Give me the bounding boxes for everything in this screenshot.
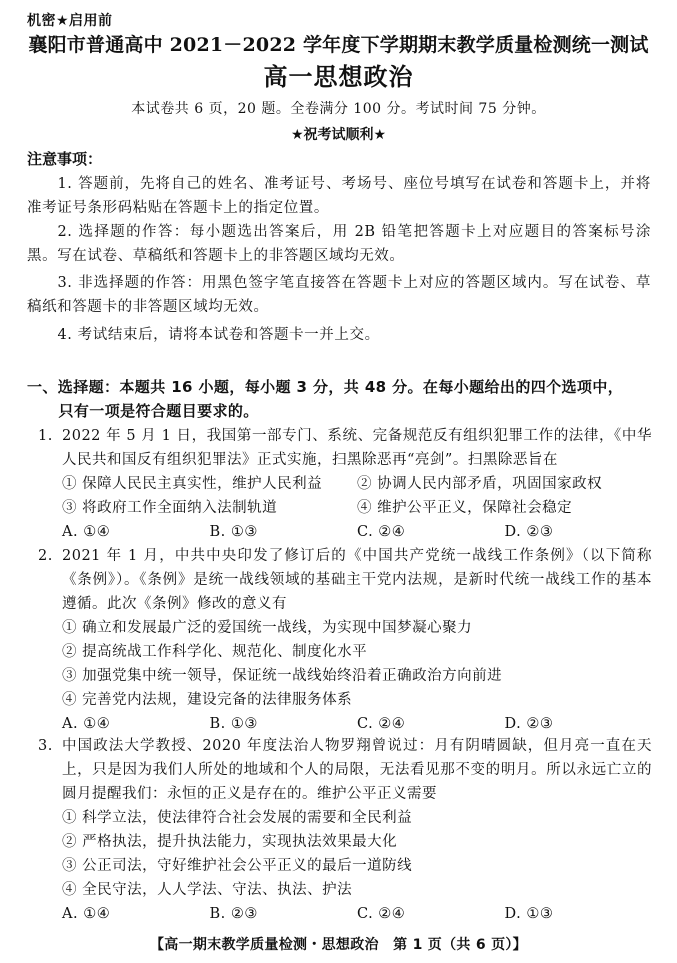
option-3: ③ 加强党集中统一领导，保证统一战线始终沿着正确政治方向前进 <box>62 668 503 684</box>
question-stem <box>38 424 652 472</box>
answer-choices <box>38 902 652 926</box>
option-1: ① 保障人民民主真实性，维护人民利益 <box>62 476 323 492</box>
answer-a: A. ①④ <box>62 906 111 922</box>
answer-c: C. ②④ <box>357 906 406 922</box>
exam-title: 襄阳市普通高中 2021－2022 学年度下学期期末教学质量检测统一测试 <box>28 34 649 56</box>
section-heading-line-1: 一、选择题：本题共 16 小题，每小题 3 分，共 48 分。在每小题给出的四个选项中， <box>27 378 624 396</box>
exam-info: 本试卷共 6 页，20 题。全卷满分 100 分。考试时间 75 分钟。 <box>131 101 546 117</box>
answer-b: B. ①③ <box>209 716 258 732</box>
answer-b: B. ②③ <box>209 906 258 922</box>
question-stem <box>38 734 652 806</box>
answer-b: B. ①③ <box>209 524 258 540</box>
page-footer: 【高一期末教学质量检测・思想政治 第 1 页（共 6 页）】 <box>150 937 527 953</box>
option-4: ④ 全民守法，人人学法、守法、执法、护法 <box>62 882 353 898</box>
option-row <box>38 472 652 496</box>
notice-item-2: 2. 选择题的作答：每小题选出答案后，用 2B 铅笔把答题卡上对应题目的答案标号涂黑。写在试卷、草稿纸和答题卡上的非答题区域均无效。 <box>27 224 651 264</box>
answer-c: C. ②④ <box>357 524 406 540</box>
option-3: ③ 将政府工作全面纳入法制轨道 <box>62 500 278 516</box>
notice-heading: 注意事项： <box>27 150 103 168</box>
question-number: 3. <box>38 738 53 754</box>
option-3: ③ 公正司法，守好维护社会公平正义的最后一道防线 <box>62 858 413 874</box>
notice-item-3: 3. 非选择题的作答：用黑色签字笔直接答在答题卡上对应的答题区域内。写在试卷、草稿纸和答题卡的非答题区域均无效。 <box>27 275 651 315</box>
option-2: ② 提高统战工作科学化、规范化、制度化水平 <box>62 644 368 660</box>
notice-item-1: 1. 答题前，先将自己的姓名、准考证号、考场号、座位号填写在试卷和答题卡上，并将准考证号条形码粘贴在答题卡上的指定位置。 <box>27 176 651 216</box>
question-2 <box>38 544 652 736</box>
answer-d: D. ①③ <box>504 906 554 922</box>
option-row <box>38 496 652 520</box>
blessing-line: ★祝考试顺利★ <box>290 127 387 143</box>
answer-choices <box>38 520 652 544</box>
question-number: 2. <box>38 548 53 564</box>
option-2: ② 协调人民内部矛盾，巩固国家政权 <box>357 476 603 492</box>
question-stem <box>38 544 652 616</box>
option-2: ② 严格执法，提升执法能力，实现执法效果最大化 <box>62 834 398 850</box>
question-text: 2022 年 5 月 1 日，我国第一部专门、系统、完备规范反有组织犯罪工作的法律，《中华人民共和国反有组织犯罪法》正式实施，扫黑除恶再“亮剑”。扫黑除恶旨在 <box>62 428 652 468</box>
option-4: ④ 维护公平正义，保障社会稳定 <box>357 500 573 516</box>
question-text: 中国政法大学教授、2020 年度法治人物罗翔曾说过：月有阴晴圆缺，但月亮一直在天上，只是因为我们人所处的地域和个人的局限，无法看见那不变的明月。所以永远亡立的圆月提醒我们：永恒的正义是存在的。维护公平正义需要 <box>62 738 652 802</box>
answer-a: A. ①④ <box>62 716 111 732</box>
option-1: ① 科学立法，使法律符合社会发展的需要和全民利益 <box>62 810 413 826</box>
answer-d: D. ②③ <box>504 716 554 732</box>
section-heading <box>27 375 655 423</box>
question-1 <box>38 424 652 544</box>
section-heading-line-2: 只有一项是符合题目要求的。 <box>58 402 259 420</box>
answer-d: D. ②③ <box>504 524 554 540</box>
notice-item-4: 4. 考试结束后，请将本试卷和答题卡一并上交。 <box>57 327 380 343</box>
option-4: ④ 完善党内法规，建设完备的法律服务体系 <box>62 692 353 708</box>
question-3 <box>38 734 652 926</box>
question-number: 1. <box>38 428 53 444</box>
confidential-mark: 机密★启用前 <box>27 13 113 29</box>
subject-title: 高一思想政治 <box>263 63 414 91</box>
question-text: 2021 年 1 月，中共中央印发了修订后的《中国共产党统一战线工作条例》（以下简称《条例》）。《条例》是统一战线领域的基础主干党内法规，是新时代统一战线工作的基本遵循。此次《条例》修改的意义有 <box>62 548 652 612</box>
answer-a: A. ①④ <box>62 524 111 540</box>
option-1: ① 确立和发展最广泛的爱国统一战线，为实现中国梦凝心聚力 <box>62 620 473 636</box>
answer-choices <box>38 712 652 736</box>
answer-c: C. ②④ <box>357 716 406 732</box>
